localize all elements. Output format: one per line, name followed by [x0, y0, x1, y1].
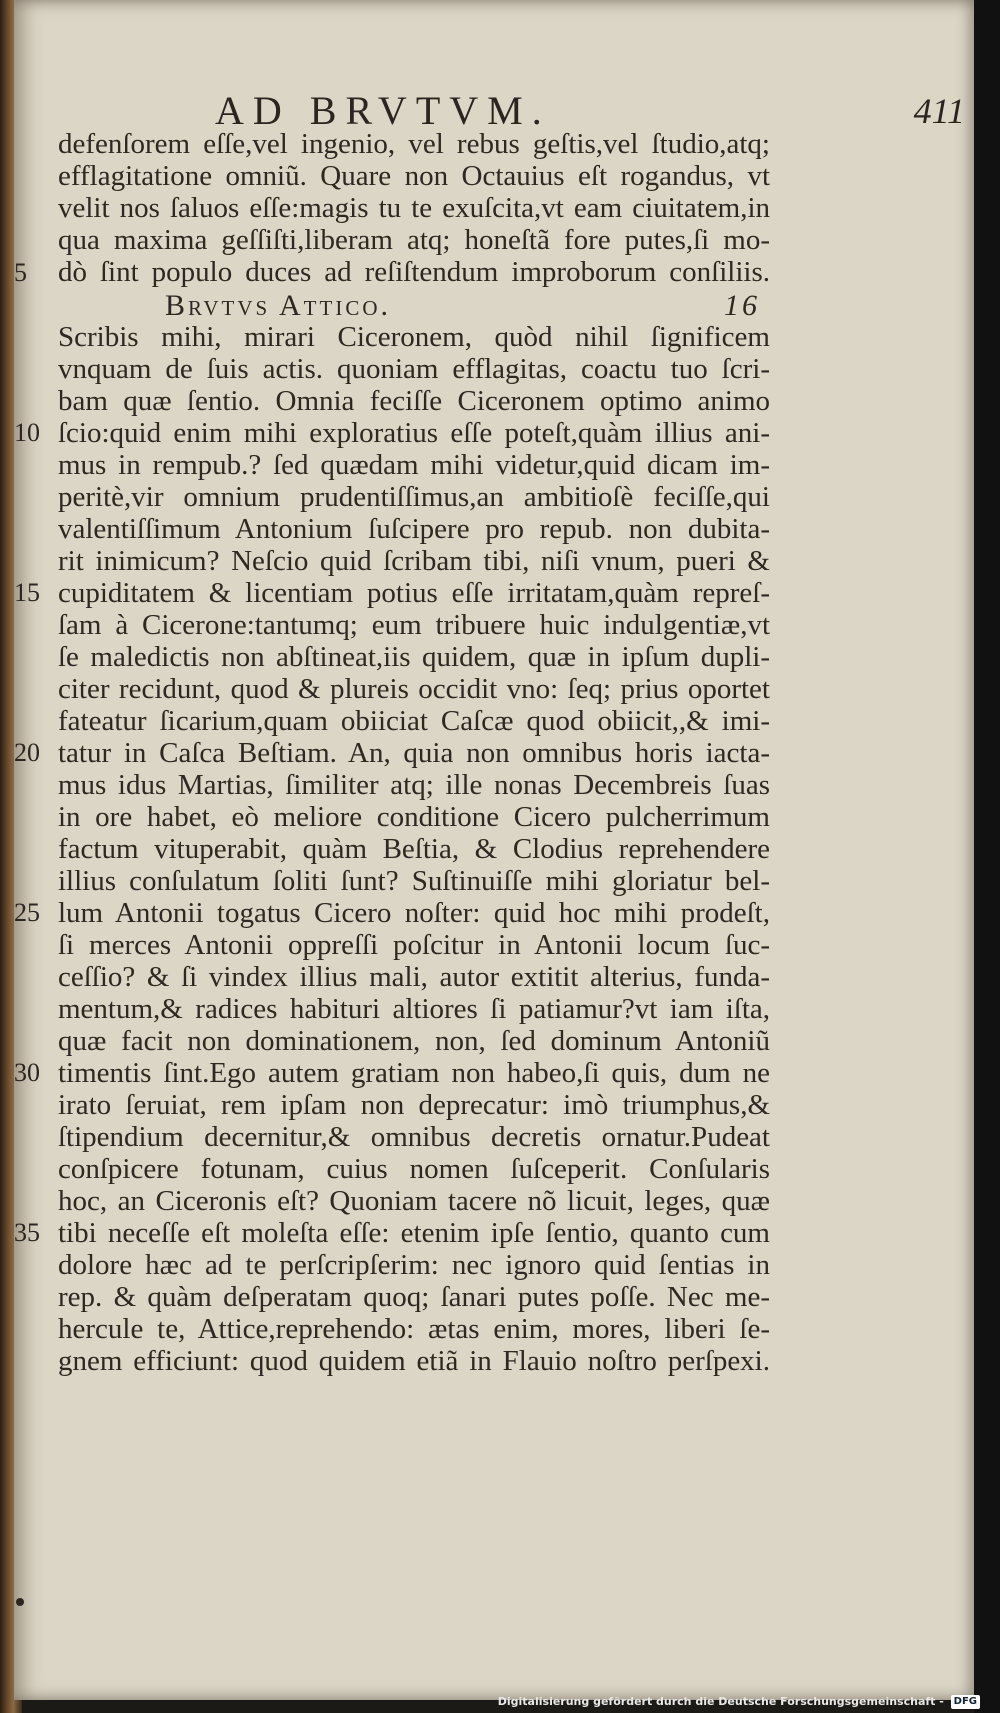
- text-line: peritè,vir omnium prudentiſſimus,an ambitioſè feciſſe,qui: [58, 481, 770, 513]
- text-line: ſam à Cicerone:tantumq; eum tribuere huic indulgentiæ,vt: [58, 609, 770, 641]
- line-number: 20: [14, 738, 40, 767]
- text-line: ſtipendium decernitur,& omnibus decretis ornatur.Pudeat: [58, 1121, 770, 1153]
- text-line: Scribis mihi, mirari Ciceronem, quòd nihil ſignificem: [58, 321, 770, 353]
- digitization-footer: [498, 1690, 980, 1713]
- text-line: gnem efficiunt: quod quidem etiã in Flauio noſtro perſpexi.: [58, 1345, 770, 1377]
- text-line: efflagitatione omniũ. Quare non Octauius eſt rogandus, vt: [58, 160, 770, 192]
- text-line: tatur in Caſca Beſtiam. An, quia non omnibus horis iacta-: [58, 737, 770, 769]
- line-number: 30: [14, 1058, 40, 1087]
- running-head-title: AD BRVTVM.: [215, 88, 551, 133]
- letter-number: 16: [724, 289, 760, 322]
- dfg-logo: DFG: [951, 1695, 980, 1709]
- text-line: rit inimicum? Neſcio quid ſcribam tibi, niſi vnum, pueri &: [58, 545, 770, 577]
- text-line: bam quæ ſentio. Omnia feciſſe Ciceronem optimo animo: [58, 385, 770, 417]
- text-line: ſi merces Antonii oppreſſi poſcitur in Antonii locum ſuc-: [58, 929, 770, 961]
- text-line: rep. & quàm deſperatam quoq; ſanari putes poſſe. Nec me-: [58, 1281, 770, 1313]
- text-line: factum vituperabit, quàm Beſtia, & Clodius reprehendere: [58, 833, 770, 865]
- margin-dot: [16, 1598, 24, 1606]
- text-line: illius conſulatum ſoliti ſunt? Suſtinuiſſe mihi gloriatur bel-: [58, 865, 770, 897]
- letter-heading: [165, 289, 760, 323]
- text-line: hercule te, Attice,reprehendo: ætas enim, mores, liberi ſe-: [58, 1313, 770, 1345]
- text-line: ceſſio? & ſi vindex illius mali, autor extitit alterius, funda-: [58, 961, 770, 993]
- text-line: citer recidunt, quod & plureis occidit vno: ſeq; prius oportet: [58, 673, 770, 705]
- text-line: dolore hæc ad te perſcripſerim: nec ignoro quid ſentias in: [58, 1249, 770, 1281]
- line-number: 5: [14, 258, 27, 287]
- text-line: velit nos ſaluos eſſe:magis tu te exuſcita,vt eam ciuitatem,in: [58, 192, 770, 224]
- text-line: mus idus Martias, ſimiliter atq; ille nonas Decembreis ſuas: [58, 769, 770, 801]
- text-line: mus in rempub.? ſed quædam mihi videtur,quid dicam im-: [58, 449, 770, 481]
- text-line: vnquam de ſuis actis. quoniam efflagitas, coactu tuo ſcri-: [58, 353, 770, 385]
- text-line: tibi neceſſe eſt moleſta eſſe: etenim ipſe ſentio, quanto cum: [58, 1217, 770, 1249]
- letter-heading-text: Brvtvs Attico.: [165, 289, 392, 322]
- line-number: 35: [14, 1218, 40, 1247]
- text-line: conſpicere fotunam, cuius nomen ſuſceperit. Conſularis: [58, 1153, 770, 1185]
- text-line: hoc, an Ciceronis eſt? Quoniam tacere nõ licuit, leges, quæ: [58, 1185, 770, 1217]
- text-line: defenſorem eſſe,vel ingenio, vel rebus geſtis,vel ſtudio,atq;: [58, 128, 770, 160]
- text-line: cupiditatem & licentiam potius eſſe irritatam,quàm repreſ-: [58, 577, 770, 609]
- page-number: 411: [913, 91, 965, 131]
- text-line: quæ facit non dominationem, non, ſed dominum Antoniũ: [58, 1025, 770, 1057]
- text-line: qua maxima geſſiſti,liberam atq; honeſtã fore putes,ſi mo-: [58, 224, 770, 256]
- text-line: ſcio:quid enim mihi exploratius eſſe poteſt,quàm illius ani-: [58, 417, 770, 449]
- text-line: fateatur ſicarium,quam obiiciat Caſcæ quod obiicit,,& imi-: [58, 705, 770, 737]
- line-number: 25: [14, 898, 40, 927]
- text-line: timentis ſint.Ego autem gratiam non habeo,ſi quis, dum ne: [58, 1057, 770, 1089]
- line-number: 10: [14, 418, 40, 447]
- text-line: ſe maledictis non abſtineat,iis quidem, quæ in ipſum dupli-: [58, 641, 770, 673]
- text-line: in ore habet, eò meliore conditione Cicero pulcherrimum: [58, 801, 770, 833]
- line-number: 15: [14, 578, 40, 607]
- page-right-edge: [974, 0, 1000, 1713]
- text-line: irato ſeruiat, rem ipſam non deprecatur: imò triumphus,&: [58, 1089, 770, 1121]
- text-line: dò ſint populo duces ad reſiſtendum improborum conſiliis.: [58, 256, 770, 288]
- footer-text: Digitalisierung gefördert durch die Deutsche Forschungsgemeinschaft -: [497, 1695, 944, 1708]
- text-line: lum Antonii togatus Cicero noſter: quid hoc mihi prodeſt,: [58, 897, 770, 929]
- text-line: valentiſſimum Antonium ſuſcipere pro repub. non dubita-: [58, 513, 770, 545]
- text-line: mentum,& radices habituri altiores ſi patiamur?vt iam iſta,: [58, 993, 770, 1025]
